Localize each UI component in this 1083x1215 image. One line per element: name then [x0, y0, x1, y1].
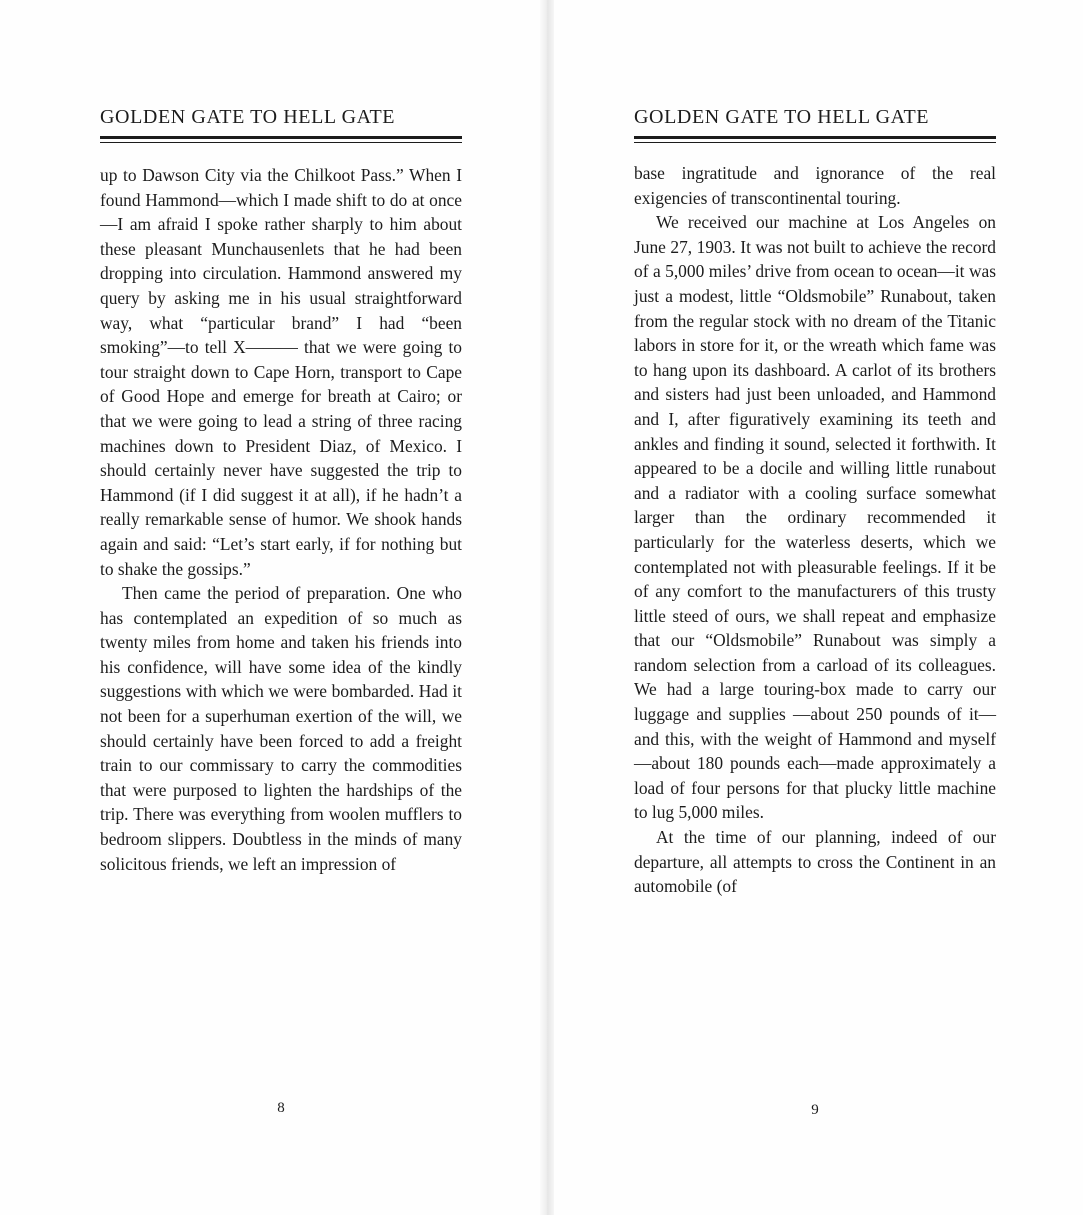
right-paragraph-1: base ingratitude and ignorance of the real exigencies of transcontinental touring. [634, 163, 996, 208]
right-running-head: GOLDEN GATE TO HELL GATE [634, 106, 930, 128]
left-paragraph-1: up to Dawson City via the Chilkoot Pass.” When I found Hammond—which I made shift to do at once—I am afraid I spoke rather sharply to him about these pleasant Munchausenlets that he had been dropping into circulation. Hammond answered my query by asking me in his usual straightforward way, what “particular brand” I had “been smoking”—to tell X——— that we were going to tour straight down to Cape Horn, transport to Cape of Good Hope and emerge for breath at Cairo; or that we were going to lead a string of three racing machines down to President Diaz, of Mexico. I should certainly never have suggested the trip to Hammond (if I did suggest it at all), if he hadn’t a really remarkable sense of humor. We shook hands again and said: “Let’s start early, if for nothing but to shake the gossips.” [100, 165, 462, 579]
right-paragraph-2: We received our machine at Los Angeles on June 27, 1903. It was not built to achieve the record of a 5,000 miles’ drive from ocean to ocean—it was just a modest, little “Oldsmobile” Runabout, taken from the regular stock with no dream of the Titanic labors in store for it, or the wreath which fame was to hang upon its dashboard. A carlot of its brothers and sisters had just been unloaded, and Hammond and I, after figuratively examining its teeth and ankles and finding it sound, selected it forthwith. It appeared to be a docile and willing little runabout and a radiator with a cooling surface somewhat larger than the ordinary recommended it particularly for the waterless deserts, which we contemplated not with pleasurable feelings. If it be of any comfort to the manufacturers of this trusty little steed of ours, we shall repeat and emphasize that our “Oldsmobile” Runabout was simply a random selection from a carload of its colleagues. We had a large touring-box made to carry our luggage and supplies —about 250 pounds of it—and this, with the weight of Hammond and myself—about 180 pounds each—made approximately a load of four persons for that plucky little machine to lug 5,000 miles. [634, 212, 996, 823]
left-header-rule-thick [100, 136, 462, 139]
left-page-number: 8 [277, 1100, 285, 1116]
book-gutter [540, 0, 554, 1215]
right-body-text [634, 161, 996, 899]
right-page-number: 9 [811, 1102, 819, 1118]
left-header-rule-thin [100, 142, 462, 143]
left-running-head: GOLDEN GATE TO HELL GATE [100, 106, 396, 128]
left-body-text [100, 163, 462, 876]
right-header-rule-thin [634, 142, 996, 143]
left-paragraph-2: Then came the period of preparation. One who has contemplated an expedition of so much as twenty miles from home and taken his friends into his confidence, will have some idea of the kindly suggestions with which we were bombarded. Had it not been for a superhuman exertion of the will, we should certainly have been forced to add a freight train to our commissary to carry the commodities that were purposed to lighten the hardships of the trip. There was everything from woolen mufflers to bedroom slippers. Doubtless in the minds of many solicitous friends, we left an impression of [100, 583, 462, 874]
right-page [634, 0, 996, 1215]
left-page [100, 0, 462, 1215]
right-paragraph-3: At the time of our planning, indeed of our departure, all attempts to cross the Continent in an automobile (of [634, 827, 996, 897]
right-header-rule-thick [634, 136, 996, 139]
